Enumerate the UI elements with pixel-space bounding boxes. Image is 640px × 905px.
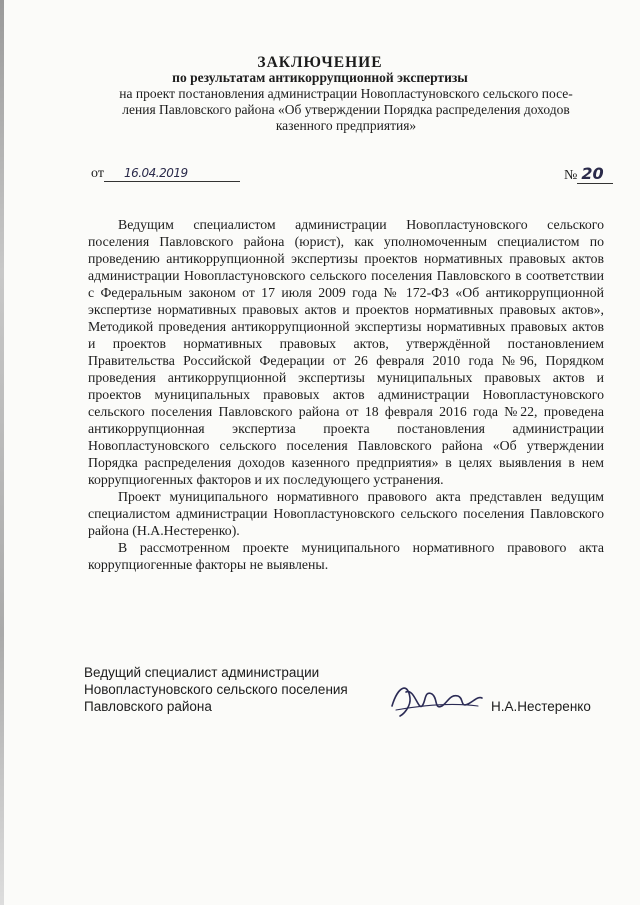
body-paragraph: В рассмотренном проекте муниципального нормативного правового акта коррупциогенные факторы не выявлены.: [88, 540, 604, 572]
signatory-position: [84, 664, 348, 715]
date-line: [104, 166, 240, 182]
number-prefix: №: [564, 168, 578, 183]
number-line: [577, 164, 613, 184]
project-line: на проект постановления администрации Новопластуновского сельского посе-: [119, 86, 573, 101]
position-line: Новопластуновского сельского поселения: [84, 682, 348, 697]
scan-edge: [0, 0, 4, 905]
date-field: [91, 166, 240, 182]
document-body: [88, 216, 604, 573]
position-line: Ведущий специалист администрации: [84, 665, 320, 680]
body-paragraph: Проект муниципального нормативного правового акта представлен ведущим специалистом администрации Новопластуновского сельского поселения Павловского района (Н.А.Нестеренко).: [88, 489, 604, 538]
project-line: казенного предприятия»: [275, 118, 417, 133]
handwritten-date: 16.04.2019: [123, 166, 188, 180]
body-paragraph: Ведущим специалистом администрации Новопластуновского сельского поселения Павловского района (юрист), как уполномоченным специалистом по проведению антикоррупционной экспертизы проектов нормативных правовых актов администрации Новопластуновского сельского поселения Павловского в соответствии с Федеральным законом от 17 июля 2009 года № 172-ФЗ «Об антикоррупционной экспертизе нормативных правовых актов и проектов нормативных правовых актов», Методикой проведения антикоррупционной экспертизы нормативных правовых актов и проектов нормативных правовых актов, утверждённой постановлением Правительства Российской Федерации от 26 февраля 2010 года №96, Порядком проведения антикоррупционной экспертизы муниципальных правовых актов и проектов муниципальных правовых актов администрации Новопластуновского сельского поселения Павловского района от 18 февраля 2016 года №22, проведена антикоррупционная экспертиза проекта постановления администрации Новопластуновского сельского поселения Павловского района «Об утверждении Порядка распределения доходов казенного предприятия» в целях выявления в нем коррупциогенных факторов и их последующего устранения.: [88, 217, 604, 487]
date-prefix: от: [91, 166, 104, 181]
document-title: ЗАКЛЮЧЕНИЕ: [257, 54, 383, 71]
signatory-name: Н.А.Нестеренко: [491, 699, 591, 714]
document-subtitle: по результатам антикоррупционной экспертизы: [172, 70, 468, 85]
handwritten-number: 20: [581, 164, 604, 183]
number-field: [564, 164, 613, 184]
project-line: ления Павловского района «Об утверждении Порядка распределения доходов: [122, 102, 570, 117]
handwritten-signature: [388, 676, 484, 724]
project-description: [92, 86, 600, 134]
position-line: Павловского района: [84, 699, 212, 714]
